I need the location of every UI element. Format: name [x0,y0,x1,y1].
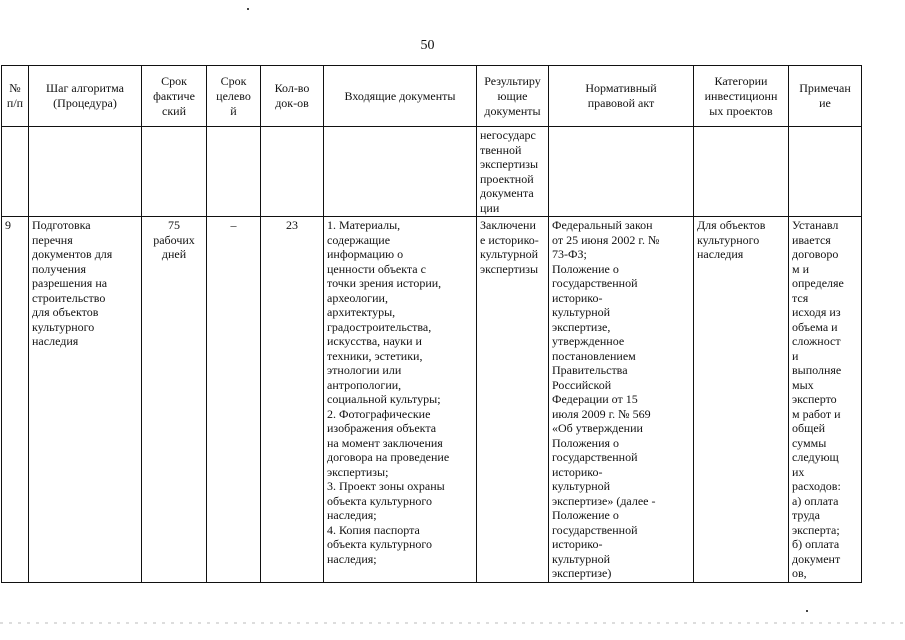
header-note: Примечан ие [789,66,862,127]
row9-doc-count: 23 [261,217,324,583]
table-row-continuation [2,127,862,217]
table-header-row [2,66,862,127]
row9-num: 9 [2,217,29,583]
header-incoming-docs: Входящие документы [324,66,477,127]
header-result-docs: Результиру ющие документы [477,66,549,127]
cont-term-actual [142,127,207,217]
scan-speck [806,610,808,612]
row9-legal-act: Федеральный закон от 25 июня 2002 г. № 73-ФЗ; Положение о государственной историко- культурной экспертизе, утвержденное постановлением Правительства Российской Федерации от 15 июля 2009 г. № 569 «Об утверждении Положения о государственной историко- культурной экспертизе» (далее - Положение о государственной историко- культурной экспертизе) [549,217,694,583]
header-term-target: Срок целево й [207,66,261,127]
table-row-9 [2,217,862,583]
header-doc-count: Кол-во док-ов [261,66,324,127]
header-legal-act: Нормативный правовой акт [549,66,694,127]
cont-incoming-docs [324,127,477,217]
cont-result-docs: негосударс твенной экспертизы проектной документа ции [477,127,549,217]
cont-doc-count [261,127,324,217]
header-step: Шаг алгоритма (Процедура) [29,66,142,127]
page-number: 50 [420,38,435,53]
row9-result-docs: Заключени е историко- культурной экспертизы [477,217,549,583]
cont-step [29,127,142,217]
row9-category: Для объектов культурного наследия [694,217,789,583]
scan-speck [247,8,249,10]
header-term-actual: Срок фактиче ский [142,66,207,127]
row9-term-actual: 75 рабочих дней [142,217,207,583]
row9-term-target: – [207,217,261,583]
header-num: № п/п [2,66,29,127]
row9-incoming-docs: 1. Материалы, содержащие информацию о ценности объекта с точки зрения истории, археологии, архитектуры, градостроительства, искусства, науки и техники, эстетики, этнологии или антропологии, социальной культуры; 2. Фотографические изображения объекта на момент заключения договора на проведение экспертизы; 3. Проект зоны охраны объекта культурного наследия; 4. Копия паспорта объекта культурного наследия; [324,217,477,583]
scan-noise-line [0,622,905,624]
row9-step: Подготовка перечня документов для получения разрешения на строительство для объектов культурного наследия [29,217,142,583]
row9-note: Устанавл ивается договоро м и определяе тся исходя из объема и сложност и выполняе мых эксперто м работ и общей суммы следующ их расходов: а) оплата труда эксперта; б) оплата документ ов, [789,217,862,583]
procedure-table [1,65,862,583]
cont-num [2,127,29,217]
header-category: Категории инвестиционн ых проектов [694,66,789,127]
cont-note [789,127,862,217]
cont-legal-act [549,127,694,217]
cont-category [694,127,789,217]
cont-term-target [207,127,261,217]
